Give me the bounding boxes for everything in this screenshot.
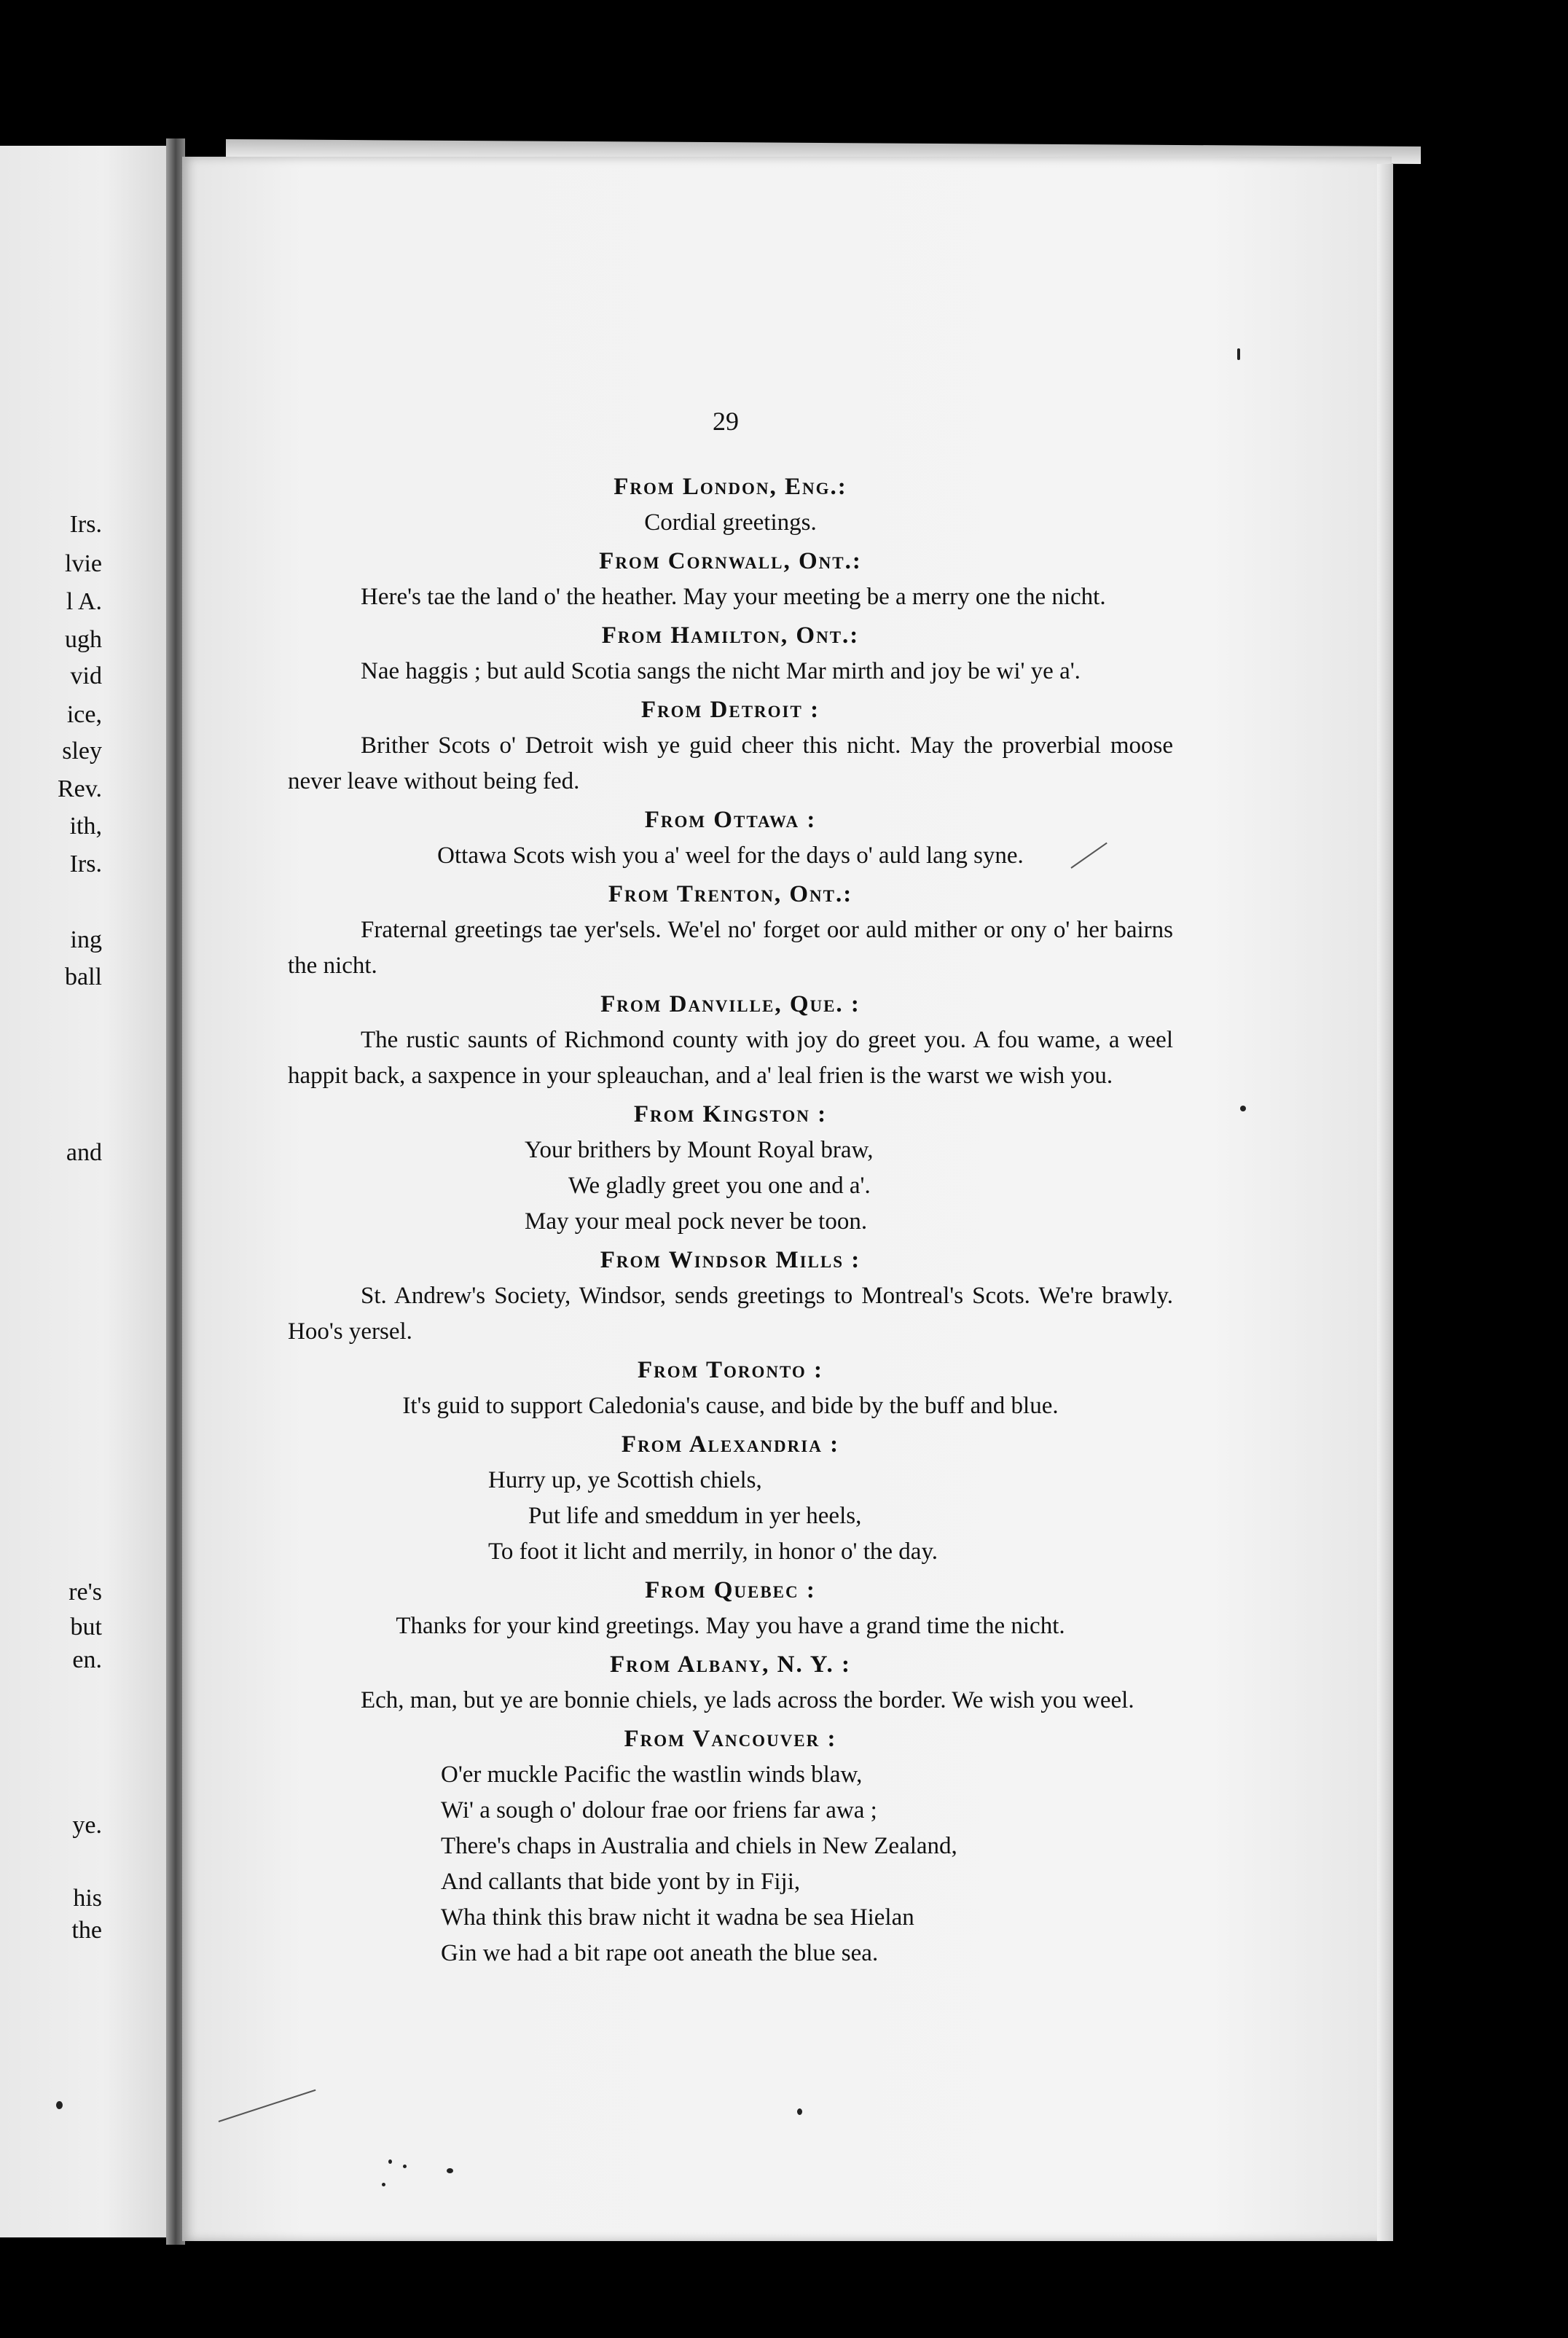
facing-page-fragment: lvie	[65, 550, 102, 577]
facing-page-fragment: the	[71, 1917, 102, 1944]
section-heading-alexandria: From Alexandria :	[621, 1431, 840, 1458]
facing-page-fragment: vid	[70, 662, 102, 689]
section-heading-hamilton: From Hamilton, Ont.:	[601, 622, 860, 649]
verse-line: Your brithers by Mount Royal braw,	[525, 1137, 874, 1163]
scan-speck	[447, 2168, 453, 2173]
facing-page-fragment: Irs.	[69, 511, 102, 538]
verse-line: O'er muckle Pacific the wastlin winds blaw,	[441, 1762, 863, 1788]
facing-page-fragment: sley	[62, 738, 102, 765]
facing-page-fragment: l A.	[66, 588, 102, 615]
page-content	[288, 466, 1173, 1971]
facing-page-fragment: en.	[72, 1646, 102, 1673]
scan-speck	[1237, 348, 1240, 360]
facing-page-fragment: but	[70, 1614, 102, 1641]
facing-page-fragment: his	[73, 1885, 102, 1912]
section-heading-kingston: From Kingston :	[633, 1101, 828, 1127]
section-heading-quebec: From Quebec :	[645, 1577, 816, 1603]
facing-page-fragment: and	[66, 1139, 102, 1166]
verse-line: There's chaps in Australia and chiels in New Zealand,	[441, 1833, 957, 1859]
facing-page-fragment: Irs.	[69, 851, 102, 877]
facing-page-left	[0, 146, 172, 2237]
verse-line: To foot it licht and merrily, in honor o' the day.	[488, 1539, 938, 1565]
section-heading-ottawa: From Ottawa :	[644, 807, 817, 833]
verse-line: Wi' a sough o' dolour frae oor friens far awa ;	[441, 1797, 877, 1823]
facing-page-fragment: ith,	[69, 813, 102, 840]
section-heading-windsor-mills: From Windsor Mills :	[600, 1247, 861, 1273]
page-number: 29	[713, 407, 739, 436]
verse-line: Hurry up, ye Scottish chiels,	[488, 1467, 762, 1493]
section-heading-toronto: From Toronto :	[637, 1357, 824, 1383]
scan-speck	[56, 2101, 63, 2109]
section-heading-detroit: From Detroit :	[640, 697, 820, 723]
facing-page-fragment: ice,	[66, 701, 102, 728]
section-text-windsor-mills: St. Andrew's Society, Windsor, sends greetings to Montreal's Scots. We're brawly. Hoo's yersel.	[288, 1283, 1173, 1345]
section-text-london: Cordial greetings.	[644, 509, 817, 536]
facing-page-fragment: ugh	[65, 626, 102, 653]
section-heading-london: From London, Eng.:	[614, 474, 847, 500]
section-heading-albany: From Albany, N. Y. :	[609, 1651, 852, 1678]
scan-speck	[388, 2159, 392, 2164]
scan-speck	[1240, 1106, 1246, 1111]
section-text-quebec: Thanks for your kind greetings. May you have a grand time the nicht.	[396, 1613, 1065, 1639]
facing-page-fragment: ye.	[72, 1812, 102, 1839]
page-right-edge	[1377, 164, 1393, 2241]
section-text-danville: The rustic saunts of Richmond county with joy do greet you. A fou wame, a weel happit back, a saxpence in your spleauchan, and a' leal frien is the warst we wish you.	[288, 1027, 1173, 1089]
section-text-trenton: Fraternal greetings tae yer'sels. We'el no' forget oor auld mither or ony o' her bairns the nicht.	[288, 917, 1173, 979]
verse-line: Wha think this braw nicht it wadna be sea Hielan	[441, 1904, 914, 1931]
section-heading-cornwall: From Cornwall, Ont.:	[599, 548, 862, 574]
section-text-ottawa: Ottawa Scots wish you a' weel for the days o' auld lang syne.	[437, 842, 1024, 869]
verse-vancouver	[288, 1757, 1173, 1971]
verse-line: May your meal pock never be toon.	[525, 1208, 868, 1235]
section-text-albany: Ech, man, but ye are bonnie chiels, ye lads across the border. We wish you weel.	[361, 1687, 1134, 1713]
facing-page-fragment: ing	[70, 926, 102, 953]
facing-page-fragment: Rev.	[57, 775, 102, 802]
section-text-hamilton: Nae haggis ; but auld Scotia sangs the nicht Mar mirth and joy be wi' ye a'.	[361, 658, 1081, 684]
verse-line: And callants that bide yont by in Fiji,	[441, 1869, 801, 1895]
verse-line: We gladly greet you one and a'.	[568, 1173, 871, 1199]
facing-page-fragment: re's	[68, 1579, 102, 1606]
section-text-cornwall: Here's tae the land o' the heather. May your meeting be a merry one the nicht.	[361, 584, 1106, 610]
verse-line: Put life and smeddum in yer heels,	[528, 1503, 862, 1529]
section-heading-vancouver: From Vancouver :	[624, 1726, 837, 1752]
verse-kingston	[288, 1133, 1173, 1240]
facing-page-fragment: ball	[65, 963, 102, 990]
scan-speck	[382, 2183, 385, 2186]
scan-speck	[403, 2165, 407, 2168]
section-text-detroit: Brither Scots o' Detroit wish ye guid cheer this nicht. May the proverbial moose never leave without being fed.	[288, 732, 1173, 794]
section-heading-trenton: From Trenton, Ont.:	[608, 881, 853, 907]
section-text-toronto: It's guid to support Caledonia's cause, and bide by the buff and blue.	[402, 1393, 1059, 1419]
scan-speck	[797, 2108, 802, 2115]
section-heading-danville: From Danville, Que. :	[600, 991, 861, 1017]
verse-alexandria	[288, 1463, 1173, 1570]
verse-line: Gin we had a bit rape oot aneath the blue sea.	[441, 1940, 879, 1966]
